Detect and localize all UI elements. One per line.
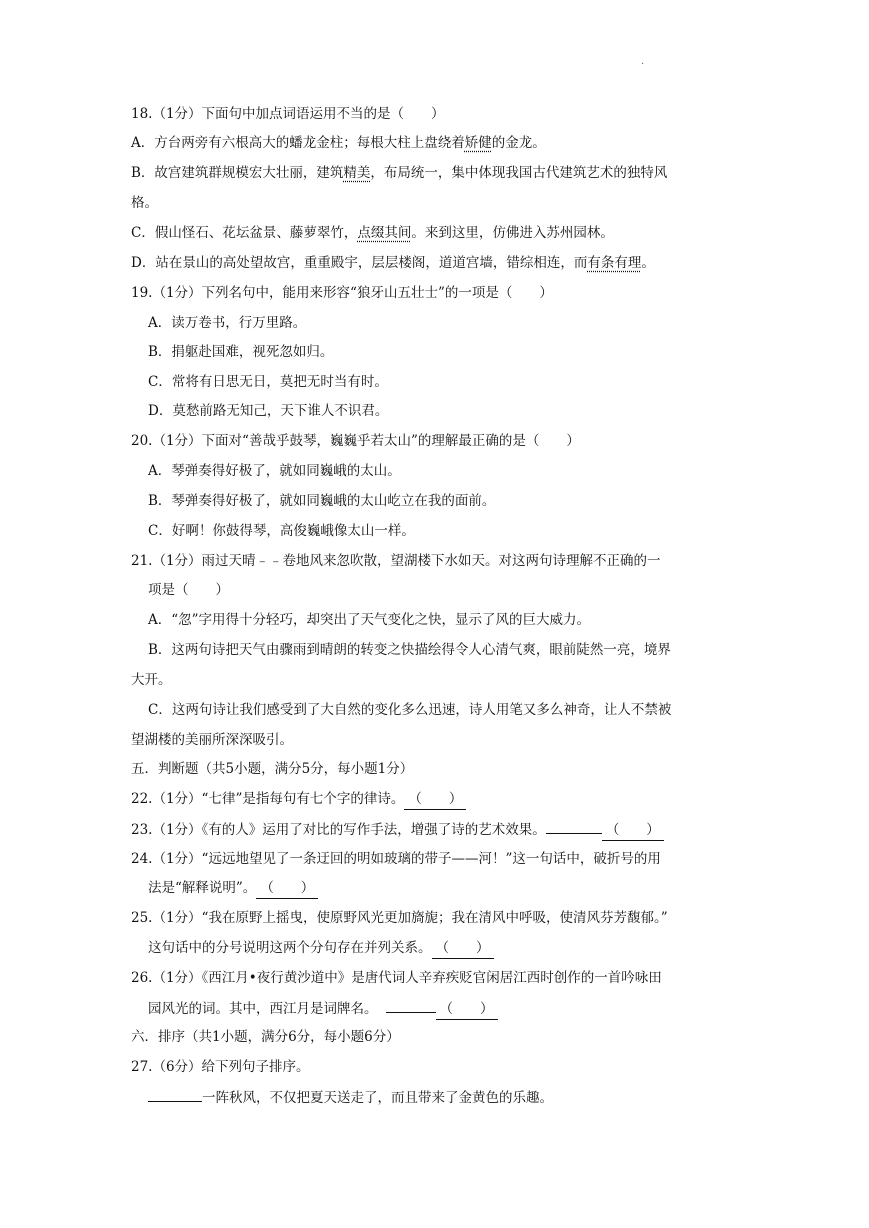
q19-option-d: D．莫愁前路无知己，天下谁人不识君。	[148, 403, 389, 419]
q23-text: 23.（1分）《有的人》运用了对比的写作手法，增强了诗的艺术效果。	[131, 822, 546, 838]
q26-text: 26.（1分）《西江月•夜行黄沙道中》是唐代词人辛弃疾贬官闲居江西时创作的一首吟咏田	[131, 970, 662, 986]
q18-option-a	[131, 133, 741, 153]
q21-stem: 21.（1分）雨过天晴﹣﹣卷地风来忽吹散，望湖楼下水如天。对这两句诗理解不正确的一	[131, 553, 661, 569]
q23-answer-blank: （ ）	[602, 820, 664, 841]
q24-text: 24.（1分）“远远地望见了一条迂回的明如玻璃的带子——河！”这一句话中，破折号的用	[131, 851, 661, 867]
q24-continued	[148, 878, 758, 899]
q20-option-c: C．好啊！你鼓得琴，高俊巍峨像太山一样。	[148, 523, 415, 539]
q26-continued-text: 园风光的词。其中，西江月是词牌名。	[148, 1001, 378, 1017]
q21-option-b-continued: 大开。	[131, 672, 172, 688]
q22-answer-blank: （ ）	[404, 789, 466, 810]
q21-option-a: A．“忽”字用得十分轻巧，却突出了天气变化之快，显示了风的巨大威力。	[148, 612, 591, 628]
q18-option-c	[131, 223, 741, 243]
q18-option-a-dotted-word: 矫健	[464, 135, 492, 151]
q26-continued	[148, 998, 758, 1020]
q22	[131, 789, 741, 810]
q18-option-c-dotted-word: 点缀其间	[357, 225, 412, 241]
q18-option-b-pre: B．故宫建筑群规模宏大壮丽，建筑	[131, 165, 344, 181]
q18-option-d-pre: D．站在景山的高处望故宫，重重殿宇，层层楼阁，道道宫墙，错综相连，而	[131, 255, 588, 271]
page-header-mark: .	[641, 56, 645, 67]
q18-option-b-post: ，布局统一，集中体现我国古代建筑艺术的独特风	[370, 165, 668, 181]
q20-option-a: A．琴弹奏得好极了，就如同巍峨的太山。	[148, 463, 401, 479]
q18-option-c-pre: C．假山怪石、花坛盆景、藤萝翠竹，	[131, 225, 358, 241]
q18-option-d-dotted-word: 有条有理	[587, 255, 642, 271]
q21-stem-continued: 项是（ ）	[148, 582, 229, 598]
q18-option-c-post: 。来到这里，仿佛进入苏州园林。	[411, 225, 614, 241]
q22-text: 22.（1分）“七律”是指每句有七个字的律诗。	[131, 791, 405, 807]
q19-option-b: B．捐躯赴国难，视死忽如归。	[148, 344, 334, 360]
q19-option-c: C．常将有日思无日，莫把无时当有时。	[148, 374, 388, 390]
q21-option-c-continued: 望湖楼的美丽所深深吸引。	[131, 732, 293, 748]
q20-stem: 20.（1分）下面对“善哉乎鼓琴，巍巍乎若太山”的理解最正确的是（ ）	[131, 433, 580, 449]
q18-option-d-post: 。	[641, 255, 655, 271]
q18-option-a-post: 的金龙。	[491, 135, 546, 151]
q18-option-a-pre: A．方台两旁有六根高大的蟠龙金柱；每根大柱上盘绕着	[131, 135, 465, 151]
q18-option-d	[131, 253, 741, 273]
q25-continued	[148, 938, 758, 959]
q25-answer-blank: （ ）	[432, 938, 494, 959]
q27-answer-line	[148, 1087, 202, 1102]
q19-stem: 19.（1分）下列名句中，能用来形容“狼牙山五壮士”的一项是（ ）	[131, 285, 553, 301]
q18-stem: 18.（1分）下面句中加点词语运用不当的是（ ）	[131, 106, 445, 122]
q25-continued-text: 这句话中的分号说明这两个分句存在并列关系。	[148, 940, 432, 956]
section-6-heading: 六．排序（共1小题，满分6分，每小题6分）	[131, 1029, 400, 1045]
q26-answer-blank: （ ）	[436, 999, 498, 1020]
q23	[131, 819, 741, 841]
q25-text: 25.（1分）“我在原野上摇曳，使原野风光更加旖旎；我在清风中呼吸，使清风芬芳馥郁。”	[131, 910, 668, 926]
section-5-heading: 五．判断题（共5小题，满分5分，每小题1分）	[131, 761, 414, 777]
q24-continued-text: 法是“解释说明”。	[148, 880, 257, 896]
q27-sentence-text: 一阵秋风，不仅把夏天送走了，而且带来了金黄色的乐趣。	[202, 1090, 553, 1106]
q26-answer-line	[386, 998, 436, 1013]
q24-answer-blank: （ ）	[256, 878, 318, 899]
q20-option-b: B．琴弹奏得好极了，就如同巍峨的太山屹立在我的面前。	[148, 493, 496, 509]
q21-option-b: B．这两句诗把天气由骤雨到晴朗的转变之快描绘得令人心清气爽，眼前陡然一亮，境界	[148, 642, 671, 658]
q21-option-c: C．这两句诗让我们感受到了大自然的变化多么迅速，诗人用笔又多么神奇，让人不禁被	[148, 702, 672, 718]
q27-stem: 27.（6分）给下列句子排序。	[131, 1059, 310, 1075]
q18-option-b	[131, 163, 741, 183]
q18-option-b-dotted-word: 精美	[343, 165, 371, 181]
q27-sentence	[148, 1087, 758, 1108]
q23-answer-line	[546, 819, 602, 834]
q18-option-b-continued: 格。	[131, 195, 158, 211]
q19-option-a: A．读万卷书，行万里路。	[148, 315, 307, 331]
